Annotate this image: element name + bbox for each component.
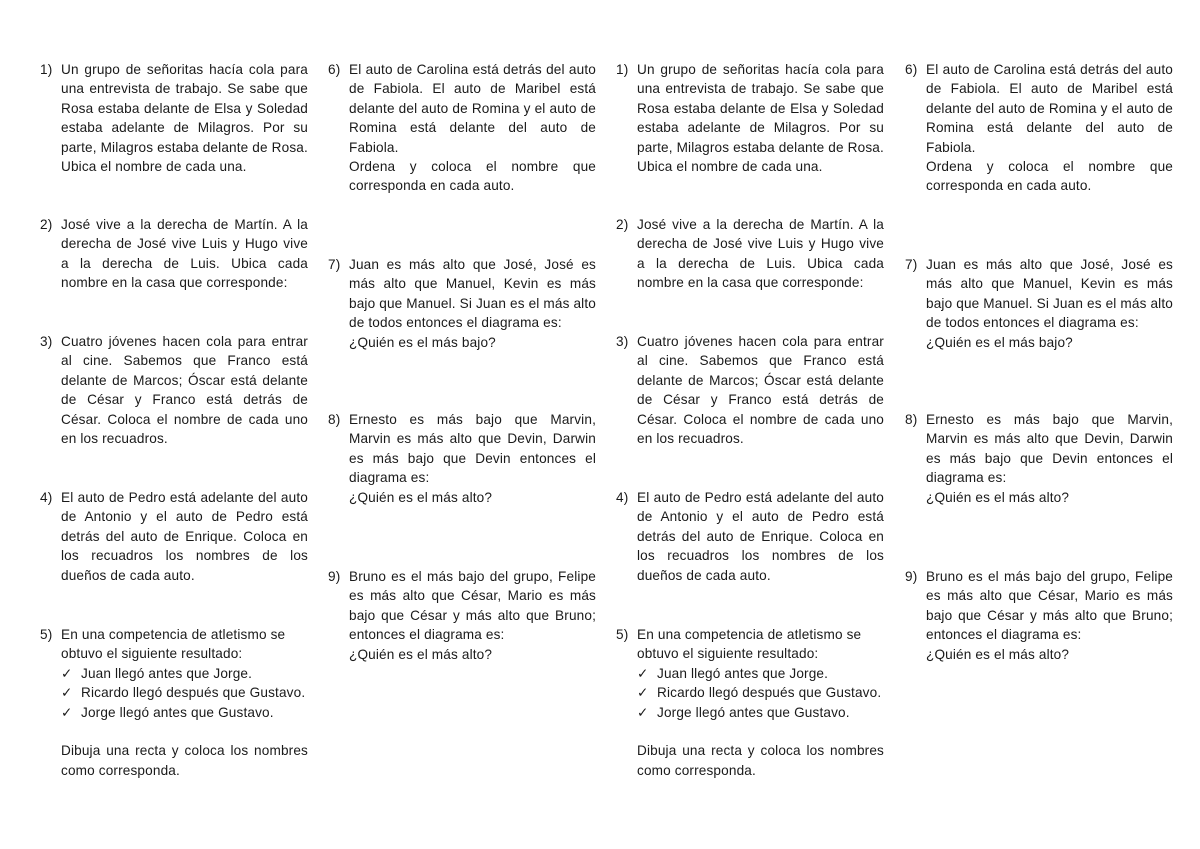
problem-number: 4) — [40, 490, 53, 505]
problem-number: 1) — [616, 62, 629, 77]
problem-number: 3) — [616, 334, 629, 349]
problem-6 — [328, 60, 596, 196]
problem-3 — [616, 332, 884, 448]
problem-instruction: Ordena y coloca el nombre que corresponda en cada auto. — [349, 159, 596, 194]
problem-9 — [905, 567, 1173, 664]
problem-number: 9) — [328, 569, 341, 584]
problem-5 — [616, 625, 884, 780]
problem-instruction: Dibuja una recta y coloca los nombres como corresponda. — [61, 743, 308, 778]
list-item: ✓ Ricardo llegó después que Gustavo. — [61, 683, 308, 702]
problem-9 — [328, 567, 596, 664]
problem-text: Juan es más alto que José, José es más alto que Manuel, Kevin es más bajo que Manuel. Si Juan es el más alto de todos entonces el diagrama es: — [349, 257, 596, 331]
problem-number: 3) — [40, 334, 53, 349]
list-item: ✓ Juan llegó antes que Jorge. — [637, 664, 884, 683]
problem-2 — [616, 215, 884, 293]
problem-question: ¿Quién es el más bajo? — [349, 334, 496, 350]
problem-text: Ernesto es más bajo que Marvin, Marvin es más alto que Devin, Darwin es más bajo que Devin entonces el diagrama es: — [349, 412, 596, 486]
problem-number: 1) — [40, 62, 53, 77]
problem-text: José vive a la derecha de Martín. A la derecha de José vive Luis y Hugo vive a la derecha de Luis. Ubica cada nombre en la casa que corresponde: — [61, 217, 308, 291]
problem-8 — [328, 410, 596, 507]
problem-question: ¿Quién es el más alto? — [349, 489, 493, 505]
problem-text: Ernesto es más bajo que Marvin, Marvin es más alto que Devin, Darwin es más bajo que Devin entonces el diagrama es: — [926, 412, 1173, 486]
problem-number: 7) — [905, 257, 918, 272]
check-icon: ✓ — [637, 665, 649, 681]
list-item: ✓ Juan llegó antes que Jorge. — [61, 664, 308, 683]
problem-question: ¿Quién es el más alto? — [926, 646, 1070, 662]
problem-text: Juan es más alto que José, José es más alto que Manuel, Kevin es más bajo que Manuel. Si Juan es el más alto de todos entonces el diagrama es: — [926, 257, 1173, 331]
results-list — [637, 664, 884, 722]
check-icon: ✓ — [637, 685, 649, 701]
problem-text: Cuatro jóvenes hacen cola para entrar al cine. Sabemos que Franco está delante de Marcos; Óscar está delante de César y Franco está detrás de César. Coloca el nombre de cada uno en los recuadros. — [61, 334, 308, 447]
problem-number: 4) — [616, 490, 629, 505]
check-icon: ✓ — [637, 704, 649, 720]
problem-instruction: Ubica el nombre de cada una. — [61, 159, 247, 175]
problem-instruction: Ubica el nombre de cada una. — [637, 159, 823, 175]
problem-text: El auto de Pedro está adelante del auto de Antonio y el auto de Pedro está detrás del auto de Enrique. Coloca en los recuadros los nombres de los dueños de cada auto. — [61, 490, 308, 583]
problem-number: 9) — [905, 569, 918, 584]
problem-6 — [905, 60, 1173, 196]
results-list — [61, 664, 308, 722]
problem-text: En una competencia de atletismo se obtuvo el siguiente resultado: — [637, 627, 862, 662]
problem-instruction: Dibuja una recta y coloca los nombres como corresponda. — [637, 743, 884, 778]
check-icon: ✓ — [61, 685, 73, 701]
problem-3 — [40, 332, 308, 448]
problem-number: 7) — [328, 257, 341, 272]
problem-text: El auto de Carolina está detrás del auto de Fabiola. El auto de Maribel está delante del auto de Romina y el auto de Romina está delante del auto de Fabiola. — [926, 62, 1173, 155]
check-icon: ✓ — [61, 665, 73, 681]
problem-question: ¿Quién es el más alto? — [349, 646, 493, 662]
problem-1 — [40, 60, 308, 176]
problem-question: ¿Quién es el más bajo? — [926, 334, 1073, 350]
problem-5 — [40, 625, 308, 780]
problem-text: Un grupo de señoritas hacía cola para una entrevista de trabajo. Se sabe que Rosa estaba delante de Elsa y Soledad estaba adelante de Milagros. Por su parte, Milagros estaba delante de Rosa. — [637, 62, 884, 155]
problem-7 — [328, 255, 596, 352]
problem-instruction: Ordena y coloca el nombre que corresponda en cada auto. — [926, 159, 1173, 194]
problem-1 — [616, 60, 884, 176]
problem-text: El auto de Pedro está adelante del auto de Antonio y el auto de Pedro está detrás del auto de Enrique. Coloca en los recuadros los nombres de los dueños de cada auto. — [637, 490, 884, 583]
problem-text: Bruno es el más bajo del grupo, Felipe es más alto que César, Mario es más bajo que César y más alto que Bruno; entonces el diagrama es: — [926, 569, 1173, 643]
problem-question: ¿Quién es el más alto? — [926, 489, 1070, 505]
problem-text: Bruno es el más bajo del grupo, Felipe es más alto que César, Mario es más bajo que César y más alto que Bruno; entonces el diagrama es: — [349, 569, 596, 643]
problem-number: 2) — [616, 217, 629, 232]
problem-text: Cuatro jóvenes hacen cola para entrar al cine. Sabemos que Franco está delante de Marcos; Óscar está delante de César y Franco está detrás de César. Coloca el nombre de cada uno en los recuadros. — [637, 334, 884, 447]
problem-number: 6) — [328, 62, 341, 77]
problem-number: 6) — [905, 62, 918, 77]
check-icon: ✓ — [61, 704, 73, 720]
problem-number: 5) — [616, 627, 629, 642]
problem-7 — [905, 255, 1173, 352]
list-item: ✓ Ricardo llegó después que Gustavo. — [637, 683, 884, 702]
problem-4 — [616, 488, 884, 585]
problem-text: En una competencia de atletismo se obtuvo el siguiente resultado: — [61, 627, 286, 662]
problem-text: José vive a la derecha de Martín. A la derecha de José vive Luis y Hugo vive a la derecha de Luis. Ubica cada nombre en la casa que corresponde: — [637, 217, 884, 291]
list-item: ✓ Jorge llegó antes que Gustavo. — [61, 703, 308, 722]
problem-number: 8) — [328, 412, 341, 427]
problem-text: El auto de Carolina está detrás del auto de Fabiola. El auto de Maribel está delante del auto de Romina y el auto de Romina está delante del auto de Fabiola. — [349, 62, 596, 155]
problem-4 — [40, 488, 308, 585]
problem-number: 5) — [40, 627, 53, 642]
list-item: ✓ Jorge llegó antes que Gustavo. — [637, 703, 884, 722]
problem-number: 2) — [40, 217, 53, 232]
problem-number: 8) — [905, 412, 918, 427]
problem-8 — [905, 410, 1173, 507]
problem-text: Un grupo de señoritas hacía cola para una entrevista de trabajo. Se sabe que Rosa estaba delante de Elsa y Soledad estaba adelante de Milagros. Por su parte, Milagros estaba delante de Rosa. — [61, 62, 308, 155]
problem-2 — [40, 215, 308, 293]
